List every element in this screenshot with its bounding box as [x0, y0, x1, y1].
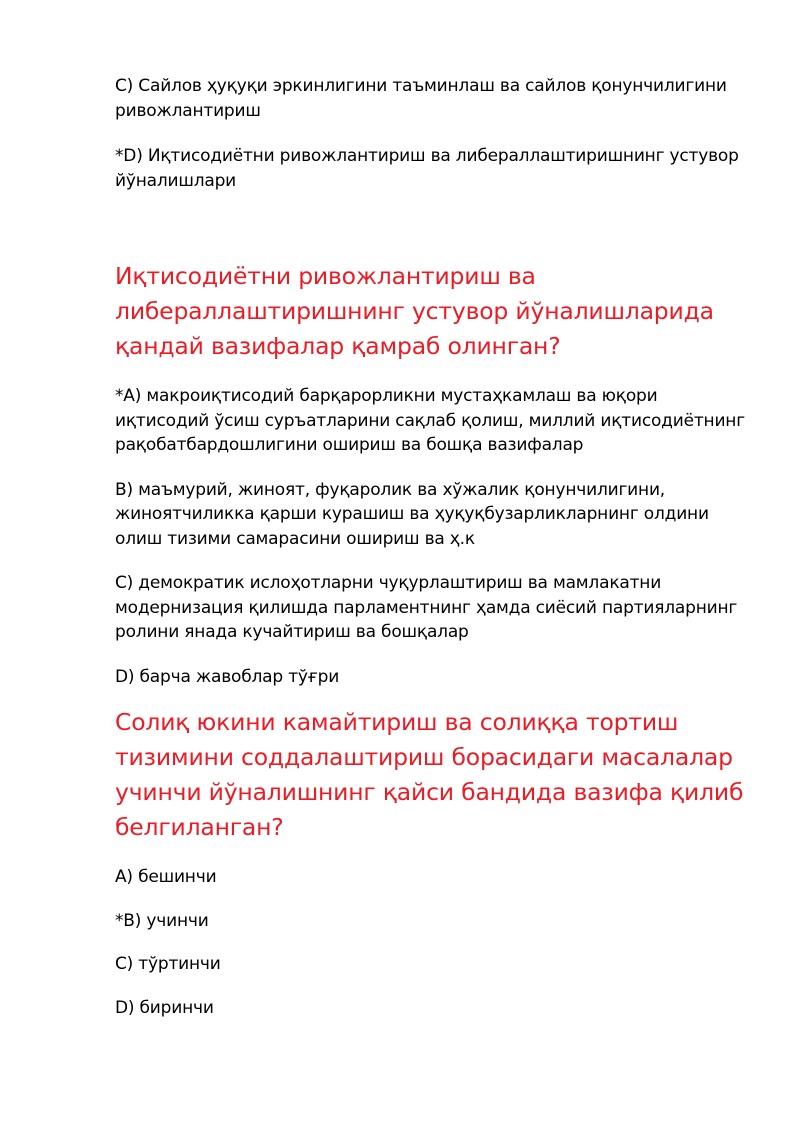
q1-option-c: C) демократик ислоҳотларни чуқурлаштириш ва мамлакатни модернизация қилишда парламентнинг ҳамда сиёсий партияларнинг ролини янада кучайтириш ва бошқалар [115, 573, 738, 642]
question-2-heading: Солиқ юкини камайтириш ва солиққа тортиш тизимини соддалаштириш борасидаги масалалар учинчи йўналишнинг қайси бандида вазифа қилиб белгиланган? [115, 708, 744, 841]
q2-option-c: C) тўртинчи [115, 954, 221, 974]
q1-option-d: D) барча жавоблар тўғри [115, 666, 340, 687]
document-page [115, 74, 755, 1020]
q2-option-a: A) бешинчи [115, 867, 217, 887]
option-d-previous-correct: *D) Иқтисодиётни ривожлантириш ва либераллаштиришнинг устувор йўналишлари [115, 146, 739, 191]
q1-option-b: B) маъмурий, жиноят, фуқаролик ва хўжалик қонунчилигини, жиноятчиликка қарши курашиш ва ҳуқуқбузарликларнинг олдини олиш тизими самарасини ошириш ва ҳ.к [115, 479, 709, 549]
q2-option-d: D) биринчи [115, 997, 214, 1018]
option-c-previous: C) Сайлов ҳуқуқи эркинлигини таъминлаш ва сайлов қонунчилигини ривожлантириш [115, 76, 727, 121]
question-1-heading: Иқтисодиётни ривожлантириш ва либераллаштиришнинг устувор йўналишларида қандай вазифалар қамраб олинган? [115, 262, 714, 360]
q2-option-b-correct: *B) учинчи [115, 910, 209, 931]
q1-option-a-correct: *A) макроиқтисодий барқарорликни мустаҳкамлаш ва юқори иқтисодий ўсиш суръатларини сақлаб қолиш, миллий иқтисодиётнинг рақобатбардошлигини ошириш ва бошқа вазифалар [115, 386, 745, 455]
